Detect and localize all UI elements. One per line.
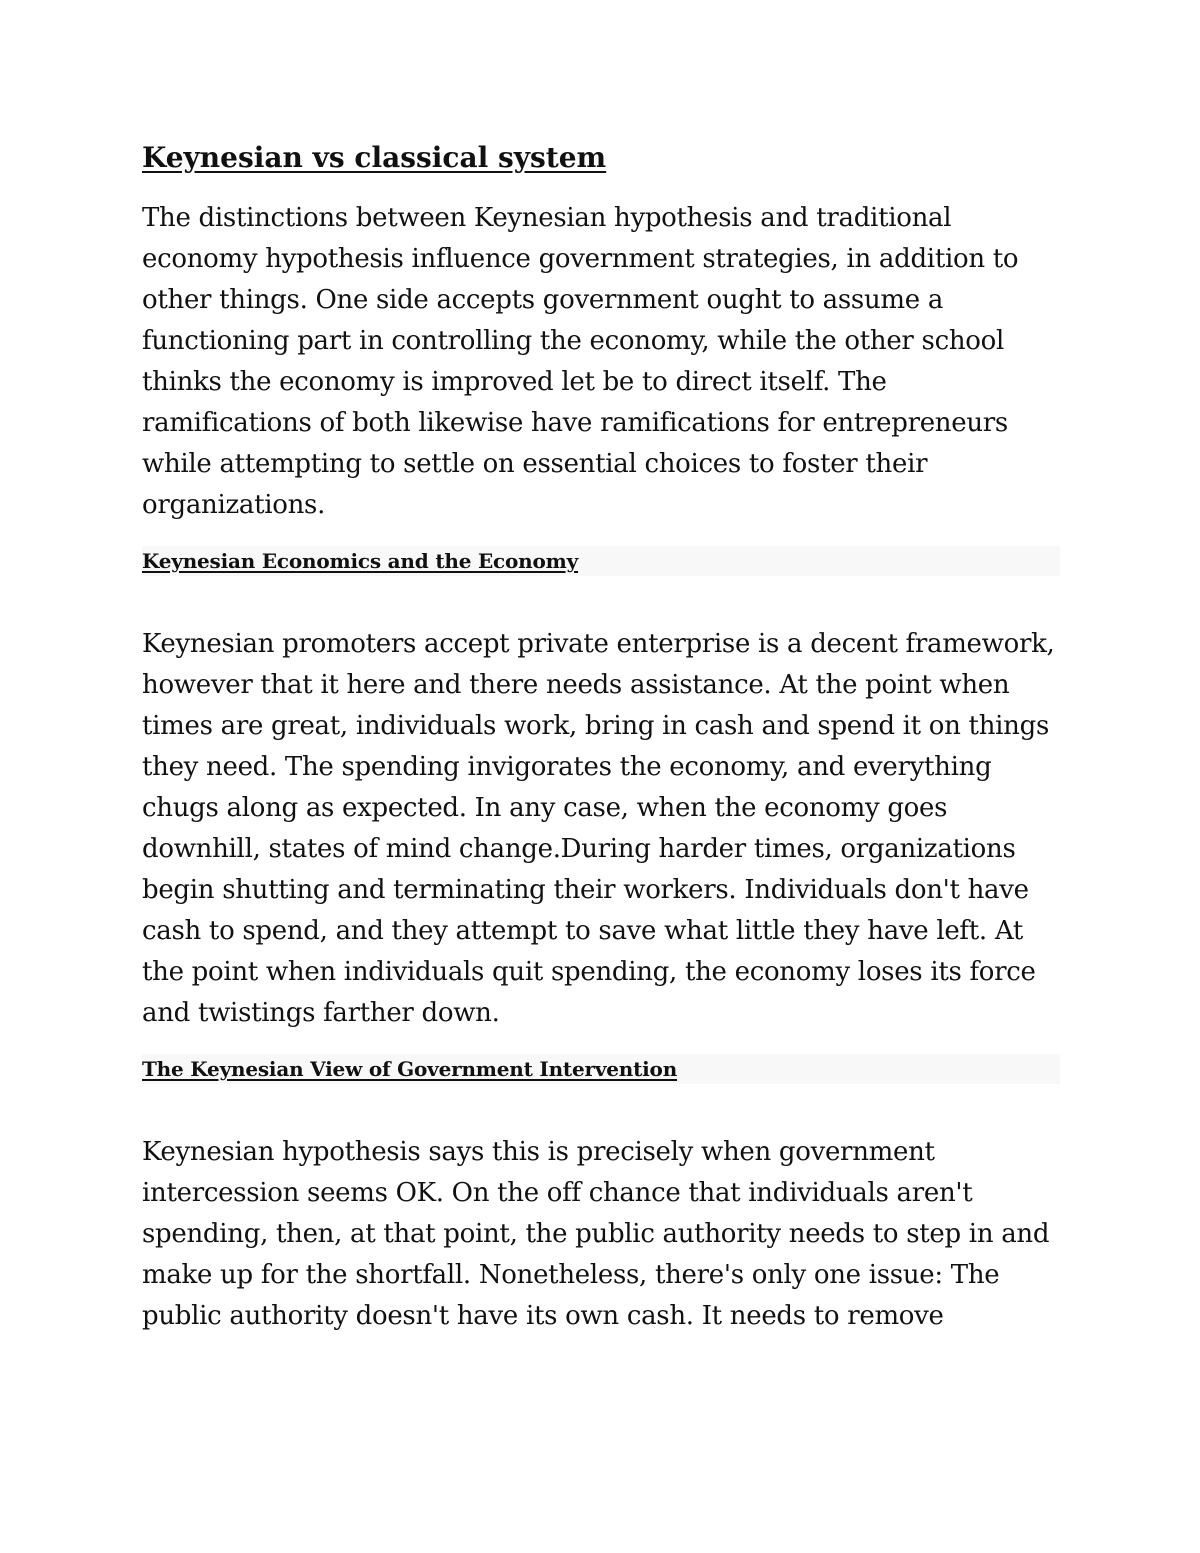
section-heading-government-intervention [142,1054,1060,1084]
section-paragraph-government-intervention: Keynesian hypothesis says this is precisely when government intercession seems OK. On the off chance that individuals aren't spending, then, at that point, the public authority needs to step in and make up for the shortfall. Nonetheless, there's only one issue: The public authority doesn't have its own cash. It needs to remove [142,1137,1050,1331]
section-heading-text: Keynesian Economics and the Economy [142,549,579,573]
document-body [142,136,1060,1337]
section-heading-keynesian-economics [142,546,1060,576]
intro-paragraph: The distinctions between Keynesian hypothesis and traditional economy hypothesis influence government strategies, in addition to other things. One side accepts government ought to assume a functioning part in controlling the economy, while the other school thinks the economy is improved let be to direct itself. The ramifications of both likewise have ramifications for entrepreneurs while attempting to settle on essential choices to foster their organizations. [142,203,1019,520]
section-heading-text: The Keynesian View of Government Intervention [142,1057,678,1081]
section-paragraph-keynesian-economics: Keynesian promoters accept private enterprise is a decent framework, however that it here and there needs assistance. At the point when times are great, individuals work, bring in cash and spend it on things they need. The spending invigorates the economy, and everything chugs along as expected. In any case, when the economy goes downhill, states of mind change.During harder times, organizations begin shutting and terminating their workers. Individuals don't have cash to spend, and they attempt to save what little they have left. At the point when individuals quit spending, the economy loses its force and twistings farther down. [142,629,1055,1028]
document-title: Keynesian vs classical system [142,141,607,174]
